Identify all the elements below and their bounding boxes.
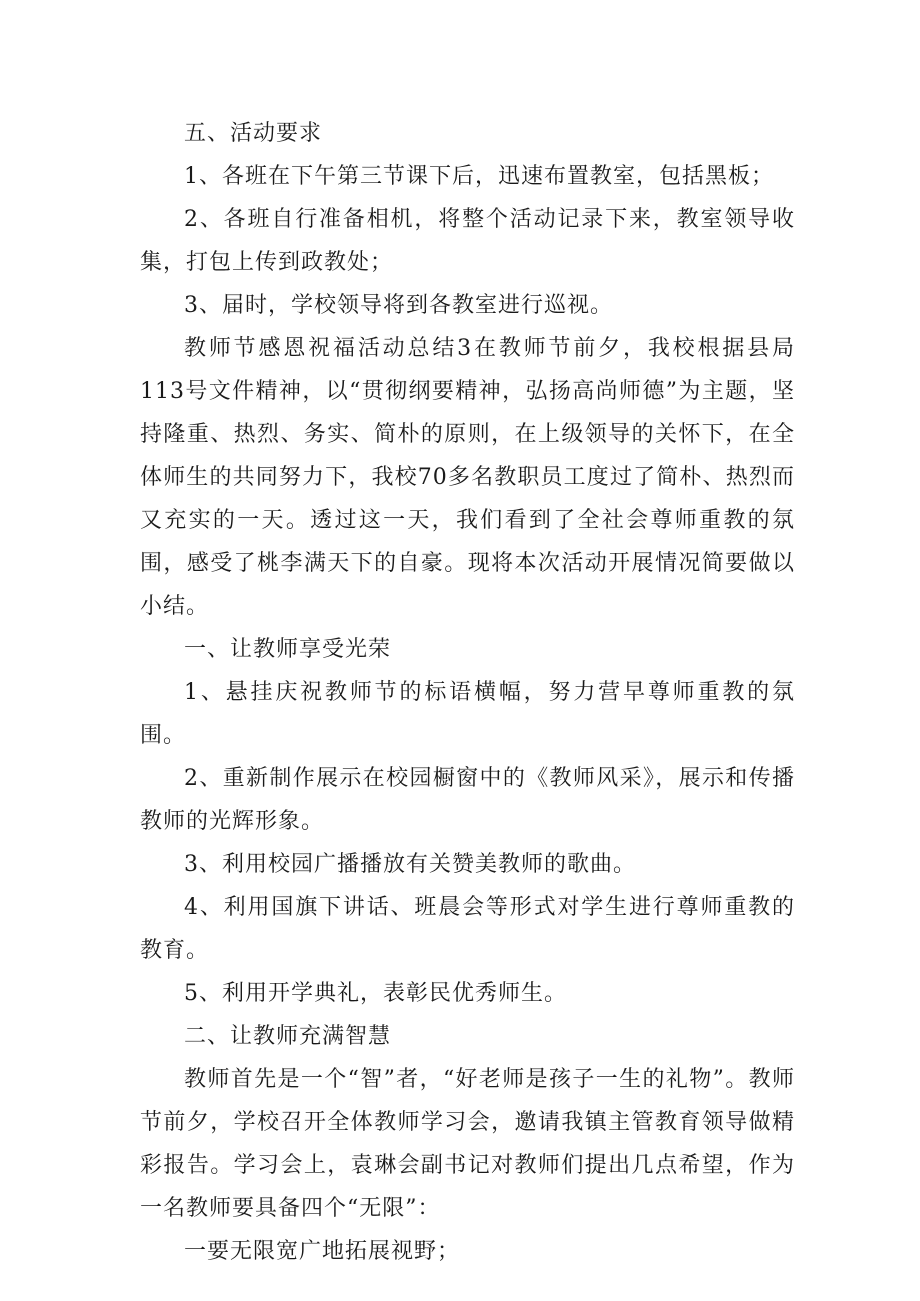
honor-item-1: 1、悬挂庆祝教师节的标语横幅，努力营早尊师重教的氛围。	[140, 680, 795, 748]
requirement-item-1: 1、各班在下午第三节课下后，迅速布置教室，包括黑板；	[184, 164, 774, 189]
honor-item-3: 3、利用校园广播播放有关赞美教师的歌曲。	[184, 852, 636, 877]
document-body	[140, 112, 795, 1273]
wisdom-item-1: 一要无限宽广地拓展视野；	[184, 1239, 461, 1264]
honor-item-5: 5、利用开学典礼，表彰民优秀师生。	[184, 981, 567, 1006]
section-heading-honor: 一、让教师享受光荣	[184, 637, 392, 662]
honor-item-4: 4、利用国旗下讲话、班晨会等形式对学生进行尊师重教的教育。	[140, 895, 795, 963]
honor-item-2: 2、重新制作展示在校园橱窗中的《教师风采》，展示和传播教师的光辉形象。	[140, 766, 795, 834]
section-heading-wisdom: 二、让教师充满智慧	[184, 1024, 392, 1049]
wisdom-paragraph: 教师首先是一个“智”者，“好老师是孩子一生的礼物”。教师节前夕，学校召开全体教师学习会，邀请我镇主管教育领导做精彩报告。学习会上，袁琳会副书记对教师们提出几点希望，作为一名教师要具备四个“无限”：	[140, 1067, 795, 1221]
requirement-item-2: 2、各班自行准备相机，将整个活动记录下来，教室领导收集，打包上传到政教处；	[140, 207, 795, 275]
requirement-item-3: 3、届时，学校领导将到各教室进行巡视。	[184, 293, 613, 318]
summary-intro-paragraph: 教师节感恩祝福活动总结3在教师节前夕，我校根据县局113号文件精神，以“贯彻纲要精神，弘扬高尚师德”为主题，坚持隆重、热烈、务实、简朴的原则，在上级领导的关怀下，在全体师生的共同努力下，我校70多名教职员工度过了简朴、热烈而又充实的一天。透过这一天，我们看到了全社会尊师重教的氛围，感受了桃李满天下的自豪。现将本次活动开展情况简要做以小结。	[140, 336, 795, 619]
section-heading-activity-requirements: 五、活动要求	[184, 121, 323, 146]
